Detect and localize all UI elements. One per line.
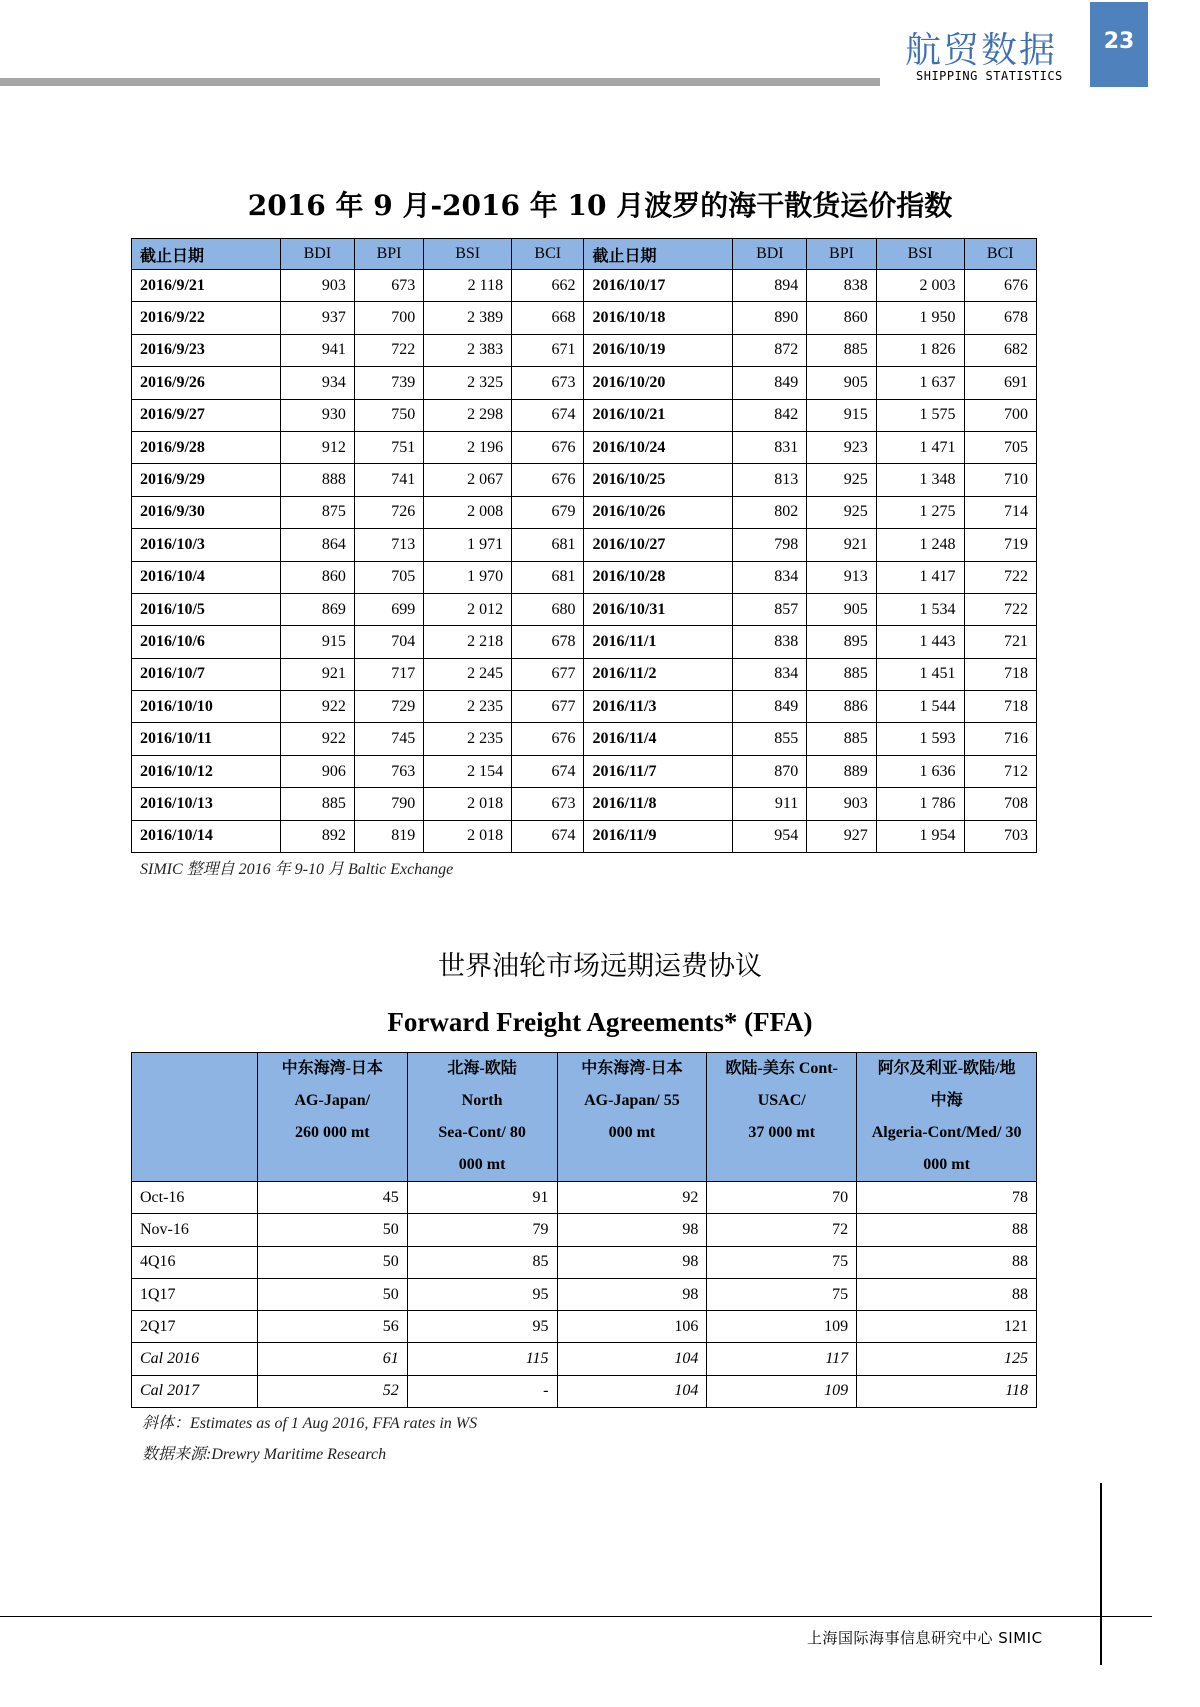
footer-rule [0, 1616, 1152, 1617]
table-row [132, 1278, 1037, 1310]
value-cell: 2 218 [424, 626, 512, 658]
value-cell: 717 [354, 658, 423, 690]
value-cell: 1 348 [876, 464, 964, 496]
value-cell: 677 [512, 658, 584, 690]
period-cell: Nov-16 [132, 1214, 258, 1246]
date-cell: 2016/11/8 [584, 788, 733, 820]
value-cell: 2 008 [424, 496, 512, 528]
date-cell: 2016/11/3 [584, 691, 733, 723]
value-cell: 838 [807, 270, 876, 302]
value-cell: 712 [964, 755, 1036, 787]
value-cell: 718 [964, 658, 1036, 690]
table-row [132, 496, 1037, 528]
bdi-column-header: 截止日期 [584, 239, 733, 270]
date-cell: 2016/10/13 [132, 788, 281, 820]
value-cell: 892 [280, 820, 354, 852]
ffa-table [131, 1052, 1037, 1408]
value-cell: 61 [257, 1343, 407, 1375]
date-cell: 2016/10/17 [584, 270, 733, 302]
value-cell: 1 636 [876, 755, 964, 787]
value-cell: 714 [964, 496, 1036, 528]
value-cell: 72 [707, 1214, 857, 1246]
value-cell: 721 [964, 626, 1036, 658]
bdi-table-title: 2016 年 9 月-2016 年 10 月波罗的海干散货运价指数 [247, 189, 953, 222]
value-cell: 885 [807, 334, 876, 366]
table-row [132, 1182, 1037, 1214]
value-cell: 674 [512, 820, 584, 852]
value-cell: 95 [407, 1311, 557, 1343]
value-cell: 681 [512, 529, 584, 561]
date-cell: 2016/11/9 [584, 820, 733, 852]
value-cell: 703 [964, 820, 1036, 852]
value-cell: 98 [557, 1278, 707, 1310]
value-cell: 121 [857, 1311, 1037, 1343]
value-cell: 2 118 [424, 270, 512, 302]
value-cell: 745 [354, 723, 423, 755]
value-cell: 679 [512, 496, 584, 528]
value-cell: 2 018 [424, 820, 512, 852]
value-cell: 860 [280, 561, 354, 593]
value-cell: 70 [707, 1182, 857, 1214]
table-row [132, 1343, 1037, 1375]
value-cell: 1 248 [876, 529, 964, 561]
value-cell: 700 [964, 399, 1036, 431]
ffa-column-header: 中东海湾-日本 AG-Japan/ 55 000 mt [557, 1053, 707, 1182]
date-cell: 2016/10/28 [584, 561, 733, 593]
value-cell: 98 [557, 1246, 707, 1278]
value-cell: 834 [733, 658, 807, 690]
date-cell: 2016/10/10 [132, 691, 281, 723]
value-cell: 85 [407, 1246, 557, 1278]
value-cell: 819 [354, 820, 423, 852]
value-cell: 1 534 [876, 593, 964, 625]
value-cell: 1 593 [876, 723, 964, 755]
value-cell: 673 [354, 270, 423, 302]
value-cell: 676 [512, 464, 584, 496]
value-cell: 673 [512, 367, 584, 399]
value-cell: 872 [733, 334, 807, 366]
date-cell: 2016/10/25 [584, 464, 733, 496]
value-cell: 92 [557, 1182, 707, 1214]
value-cell: 45 [257, 1182, 407, 1214]
date-cell: 2016/9/30 [132, 496, 281, 528]
value-cell: 75 [707, 1278, 857, 1310]
table-row [132, 334, 1037, 366]
bdi-header-row [132, 239, 1037, 270]
value-cell: 912 [280, 431, 354, 463]
value-cell: 118 [857, 1375, 1037, 1407]
date-cell: 2016/9/26 [132, 367, 281, 399]
value-cell: 674 [512, 399, 584, 431]
value-cell: 751 [354, 431, 423, 463]
table-row [132, 593, 1037, 625]
ffa-column-header: 阿尔及利亚-欧陆/地 中海 Algeria-Cont/Med/ 30 000 mt [857, 1053, 1037, 1182]
table-row [132, 1246, 1037, 1278]
period-cell: 4Q16 [132, 1246, 258, 1278]
table-row [132, 367, 1037, 399]
value-cell: 1 417 [876, 561, 964, 593]
value-cell: 668 [512, 302, 584, 334]
value-cell: 705 [354, 561, 423, 593]
date-cell: 2016/10/3 [132, 529, 281, 561]
value-cell: 802 [733, 496, 807, 528]
value-cell: 671 [512, 334, 584, 366]
value-cell: 885 [280, 788, 354, 820]
table-row [132, 691, 1037, 723]
date-cell: 2016/10/12 [132, 755, 281, 787]
ffa-title-en: Forward Freight Agreements* (FFA) [387, 1007, 813, 1037]
value-cell: 849 [733, 367, 807, 399]
value-cell: 2 012 [424, 593, 512, 625]
bdi-column-header: 截止日期 [132, 239, 281, 270]
value-cell: 2 235 [424, 691, 512, 723]
bdi-column-header: BDI [733, 239, 807, 270]
value-cell: 875 [280, 496, 354, 528]
value-cell: 934 [280, 367, 354, 399]
date-cell: 2016/9/28 [132, 431, 281, 463]
value-cell: 1 443 [876, 626, 964, 658]
value-cell: 98 [557, 1214, 707, 1246]
value-cell: 763 [354, 755, 423, 787]
value-cell: 115 [407, 1343, 557, 1375]
date-cell: 2016/10/24 [584, 431, 733, 463]
value-cell: 678 [512, 626, 584, 658]
value-cell: 50 [257, 1246, 407, 1278]
value-cell: 1 451 [876, 658, 964, 690]
date-cell: 2016/9/22 [132, 302, 281, 334]
value-cell: 106 [557, 1311, 707, 1343]
date-cell: 2016/11/1 [584, 626, 733, 658]
value-cell: 813 [733, 464, 807, 496]
value-cell: 903 [807, 788, 876, 820]
footer-text: 上海国际海事信息研究中心 SIMIC [807, 1629, 1043, 1647]
date-cell: 2016/9/29 [132, 464, 281, 496]
period-cell: 2Q17 [132, 1311, 258, 1343]
value-cell: 708 [964, 788, 1036, 820]
value-cell: 1 275 [876, 496, 964, 528]
table-row [132, 431, 1037, 463]
value-cell: 722 [964, 593, 1036, 625]
section-subtitle: SHIPPING STATISTICS [916, 69, 1063, 83]
value-cell: 889 [807, 755, 876, 787]
value-cell: 678 [964, 302, 1036, 334]
date-cell: 2016/10/31 [584, 593, 733, 625]
value-cell: 922 [280, 723, 354, 755]
value-cell: 906 [280, 755, 354, 787]
value-cell: 842 [733, 399, 807, 431]
value-cell: 1 826 [876, 334, 964, 366]
value-cell: 790 [354, 788, 423, 820]
value-cell: 864 [280, 529, 354, 561]
value-cell: 1 950 [876, 302, 964, 334]
value-cell: 52 [257, 1375, 407, 1407]
value-cell: 927 [807, 820, 876, 852]
value-cell: 913 [807, 561, 876, 593]
bdi-column-header: BDI [280, 239, 354, 270]
value-cell: 716 [964, 723, 1036, 755]
date-cell: 2016/11/4 [584, 723, 733, 755]
value-cell: 954 [733, 820, 807, 852]
bdi-column-header: BPI [807, 239, 876, 270]
value-cell: 915 [807, 399, 876, 431]
value-cell: 75 [707, 1246, 857, 1278]
period-cell: Oct-16 [132, 1182, 258, 1214]
value-cell: 2 235 [424, 723, 512, 755]
value-cell: 95 [407, 1278, 557, 1310]
ffa-column-header: 欧陆-美东 Cont- USAC/ 37 000 mt [707, 1053, 857, 1182]
value-cell: 2 298 [424, 399, 512, 431]
value-cell: 739 [354, 367, 423, 399]
page-number: 23 [1090, 2, 1148, 87]
value-cell: 2 067 [424, 464, 512, 496]
value-cell: 676 [512, 431, 584, 463]
value-cell: 1 786 [876, 788, 964, 820]
value-cell: 91 [407, 1182, 557, 1214]
table-row [132, 529, 1037, 561]
date-cell: 2016/9/21 [132, 270, 281, 302]
value-cell: 941 [280, 334, 354, 366]
value-cell: 722 [354, 334, 423, 366]
date-cell: 2016/10/20 [584, 367, 733, 399]
value-cell: 2 154 [424, 755, 512, 787]
value-cell: 729 [354, 691, 423, 723]
value-cell: 905 [807, 367, 876, 399]
value-cell: 1 575 [876, 399, 964, 431]
value-cell: 117 [707, 1343, 857, 1375]
date-cell: 2016/10/5 [132, 593, 281, 625]
table-row [132, 302, 1037, 334]
value-cell: 674 [512, 755, 584, 787]
date-cell: 2016/11/2 [584, 658, 733, 690]
date-cell: 2016/10/11 [132, 723, 281, 755]
value-cell: 680 [512, 593, 584, 625]
value-cell: 2 003 [876, 270, 964, 302]
date-cell: 2016/9/23 [132, 334, 281, 366]
value-cell: 50 [257, 1214, 407, 1246]
date-cell: 2016/10/18 [584, 302, 733, 334]
ffa-header-row [132, 1053, 1037, 1182]
value-cell: 750 [354, 399, 423, 431]
value-cell: 855 [733, 723, 807, 755]
value-cell: 1 637 [876, 367, 964, 399]
value-cell: 56 [257, 1311, 407, 1343]
date-cell: 2016/10/14 [132, 820, 281, 852]
value-cell: 691 [964, 367, 1036, 399]
value-cell: 676 [964, 270, 1036, 302]
table-row [132, 464, 1037, 496]
bdi-column-header: BCI [512, 239, 584, 270]
value-cell: 798 [733, 529, 807, 561]
value-cell: 930 [280, 399, 354, 431]
value-cell: 921 [807, 529, 876, 561]
table-row [132, 626, 1037, 658]
table-row [132, 561, 1037, 593]
value-cell: 915 [280, 626, 354, 658]
table-row [132, 1214, 1037, 1246]
date-cell: 2016/9/27 [132, 399, 281, 431]
period-cell: Cal 2017 [132, 1375, 258, 1407]
value-cell: 2 389 [424, 302, 512, 334]
value-cell: 704 [354, 626, 423, 658]
value-cell: 1 971 [424, 529, 512, 561]
bdi-column-header: BSI [876, 239, 964, 270]
date-cell: 2016/10/19 [584, 334, 733, 366]
value-cell: 88 [857, 1214, 1037, 1246]
value-cell: 104 [557, 1343, 707, 1375]
bdi-source-note: SIMIC 整理自 2016 年 9-10 月 Baltic Exchange [140, 861, 454, 878]
value-cell: 869 [280, 593, 354, 625]
date-cell: 2016/10/21 [584, 399, 733, 431]
table-row [132, 270, 1037, 302]
value-cell: 903 [280, 270, 354, 302]
value-cell: 109 [707, 1311, 857, 1343]
value-cell: 885 [807, 723, 876, 755]
value-cell: 857 [733, 593, 807, 625]
table-row [132, 1375, 1037, 1407]
value-cell: 838 [733, 626, 807, 658]
date-cell: 2016/10/4 [132, 561, 281, 593]
value-cell: 719 [964, 529, 1036, 561]
ffa-column-header: 北海-欧陆 North Sea-Cont/ 80 000 mt [407, 1053, 557, 1182]
value-cell: 705 [964, 431, 1036, 463]
value-cell: 662 [512, 270, 584, 302]
date-cell: 2016/10/27 [584, 529, 733, 561]
value-cell: 870 [733, 755, 807, 787]
bdi-column-header: BCI [964, 239, 1036, 270]
value-cell: 722 [964, 561, 1036, 593]
footer-vertical-rule [1100, 1483, 1102, 1665]
value-cell: 125 [857, 1343, 1037, 1375]
table-row [132, 820, 1037, 852]
value-cell: 834 [733, 561, 807, 593]
value-cell: 713 [354, 529, 423, 561]
value-cell: 741 [354, 464, 423, 496]
ffa-estimate-note: 斜体：Estimates as of 1 Aug 2016, FFA rates in WS [142, 1415, 478, 1432]
value-cell: 2 383 [424, 334, 512, 366]
value-cell: 726 [354, 496, 423, 528]
value-cell: 849 [733, 691, 807, 723]
value-cell: 2 245 [424, 658, 512, 690]
value-cell: 890 [733, 302, 807, 334]
value-cell: 78 [857, 1182, 1037, 1214]
date-cell: 2016/10/7 [132, 658, 281, 690]
value-cell: 682 [964, 334, 1036, 366]
value-cell: 79 [407, 1214, 557, 1246]
date-cell: 2016/10/6 [132, 626, 281, 658]
value-cell: 699 [354, 593, 423, 625]
value-cell: 905 [807, 593, 876, 625]
value-cell: 2 325 [424, 367, 512, 399]
value-cell: 1 471 [876, 431, 964, 463]
value-cell: 676 [512, 723, 584, 755]
value-cell: 895 [807, 626, 876, 658]
ffa-source-note: 数据来源:Drewry Maritime Research [142, 1446, 387, 1463]
table-row [132, 658, 1037, 690]
date-cell: 2016/10/26 [584, 496, 733, 528]
value-cell: 921 [280, 658, 354, 690]
value-cell: 886 [807, 691, 876, 723]
bdi-table [131, 238, 1037, 853]
value-cell: 911 [733, 788, 807, 820]
period-cell: Cal 2016 [132, 1343, 258, 1375]
value-cell: - [407, 1375, 557, 1407]
value-cell: 925 [807, 464, 876, 496]
value-cell: 937 [280, 302, 354, 334]
value-cell: 677 [512, 691, 584, 723]
value-cell: 923 [807, 431, 876, 463]
table-row [132, 723, 1037, 755]
value-cell: 894 [733, 270, 807, 302]
section-title: 航贸数据 [905, 30, 1058, 71]
date-cell: 2016/11/7 [584, 755, 733, 787]
period-cell: 1Q17 [132, 1278, 258, 1310]
value-cell: 888 [280, 464, 354, 496]
value-cell: 922 [280, 691, 354, 723]
value-cell: 50 [257, 1278, 407, 1310]
value-cell: 1 970 [424, 561, 512, 593]
value-cell: 2 018 [424, 788, 512, 820]
header-rule [0, 78, 880, 86]
value-cell: 88 [857, 1246, 1037, 1278]
value-cell: 673 [512, 788, 584, 820]
value-cell: 925 [807, 496, 876, 528]
value-cell: 109 [707, 1375, 857, 1407]
value-cell: 700 [354, 302, 423, 334]
table-row [132, 788, 1037, 820]
value-cell: 1 544 [876, 691, 964, 723]
table-row [132, 755, 1037, 787]
table-row [132, 1311, 1037, 1343]
ffa-column-header: 中东海湾-日本 AG-Japan/ 260 000 mt [257, 1053, 407, 1182]
value-cell: 710 [964, 464, 1036, 496]
value-cell: 831 [733, 431, 807, 463]
value-cell: 860 [807, 302, 876, 334]
table-row [132, 399, 1037, 431]
value-cell: 681 [512, 561, 584, 593]
value-cell: 104 [557, 1375, 707, 1407]
ffa-column-header [132, 1053, 258, 1182]
ffa-title-cn: 世界油轮市场远期运费协议 [438, 951, 762, 982]
bdi-column-header: BSI [424, 239, 512, 270]
value-cell: 88 [857, 1278, 1037, 1310]
value-cell: 885 [807, 658, 876, 690]
bdi-column-header: BPI [354, 239, 423, 270]
value-cell: 2 196 [424, 431, 512, 463]
value-cell: 1 954 [876, 820, 964, 852]
value-cell: 718 [964, 691, 1036, 723]
